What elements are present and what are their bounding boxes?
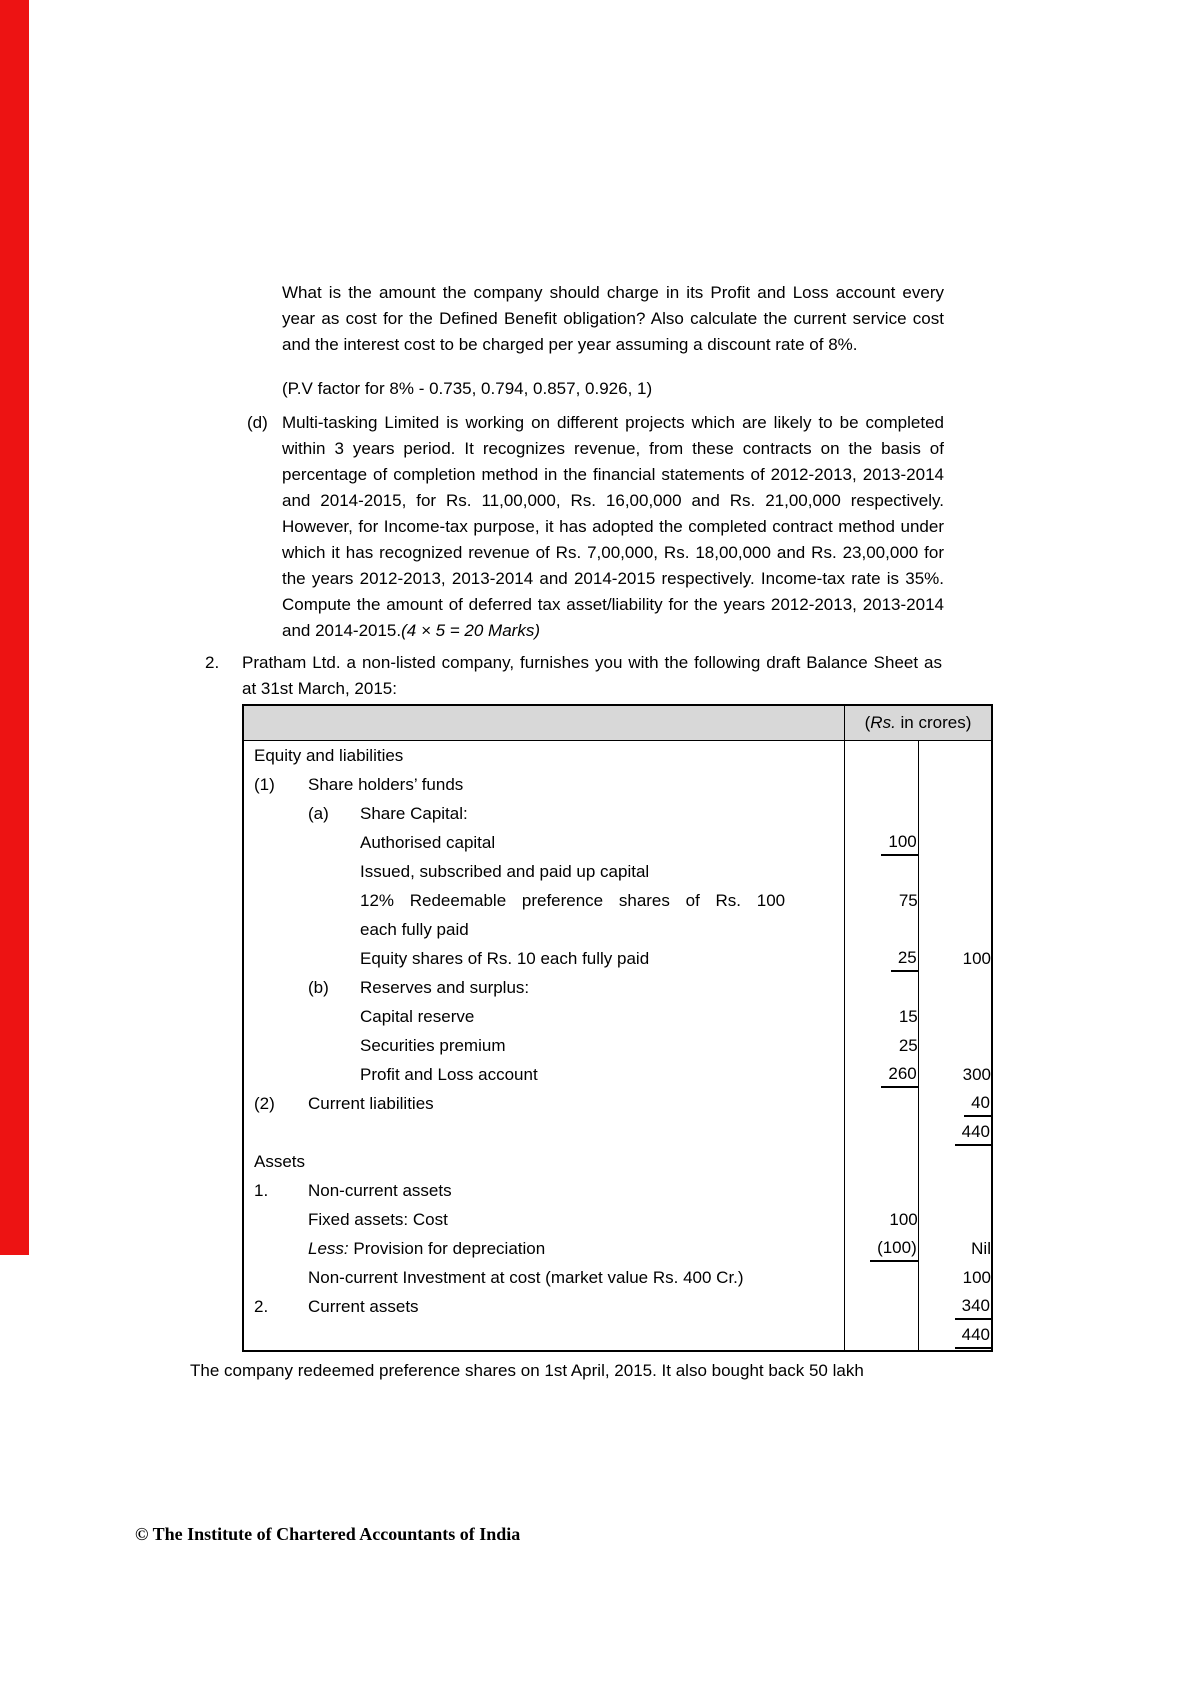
value-col1-cell <box>845 1292 919 1321</box>
row-label: Current liabilities <box>308 1094 434 1113</box>
table-row <box>243 741 992 771</box>
value-col2-cell <box>918 828 992 857</box>
value-col1-cell <box>845 741 919 771</box>
table-row <box>243 944 992 973</box>
table-row <box>243 1292 992 1321</box>
row-marker: (b) <box>308 978 329 997</box>
amount: Nil <box>971 1239 991 1258</box>
value-col2-cell <box>918 944 992 973</box>
table-row <box>243 973 992 1002</box>
amount: 340 <box>955 1293 991 1320</box>
value-col1-cell <box>845 1060 919 1089</box>
post-table-note: The company redeemed preference shares on 1st April, 2015. It also bought back 50 lakh <box>190 1361 864 1380</box>
value-col2-cell <box>918 1205 992 1234</box>
question-2-marker: 2. <box>205 653 220 672</box>
table-row <box>243 799 992 828</box>
table-row <box>243 1118 992 1147</box>
value-col2-cell <box>918 886 992 944</box>
question-2-paragraph <box>205 650 942 702</box>
amount: 100 <box>962 949 991 968</box>
amount: 300 <box>962 1065 991 1084</box>
amount: 440 <box>955 1119 991 1146</box>
row-label-cell <box>243 1031 845 1060</box>
value-col2-cell <box>918 1060 992 1089</box>
value-col2-cell <box>918 741 992 771</box>
value-col1-cell <box>845 1089 919 1118</box>
row-label-cell <box>243 1292 845 1321</box>
table-row <box>243 1060 992 1089</box>
header-empty-cell <box>243 705 845 741</box>
value-col1-cell <box>845 1147 919 1176</box>
row-marker: 2. <box>254 1297 269 1316</box>
row-label-continued: each fully paid <box>360 920 469 939</box>
row-marker: (2) <box>254 1094 275 1113</box>
item-d-marker: (d) <box>247 413 268 432</box>
row-label-cell <box>243 770 845 799</box>
table-row <box>243 1147 992 1176</box>
row-label: Profit and Loss account <box>360 1065 538 1084</box>
table-row <box>243 1205 992 1234</box>
row-label-cell <box>243 857 845 886</box>
value-col1-cell <box>845 828 919 857</box>
item-d-text: Multi-tasking Limited is working on different projects which are likely to be completed within 3 years period. It recognizes revenue, from these contracts on the basis of percentage of completion method in the financial statements of 2012-2013, 2013-2014 and 2014-2015, for Rs. 11,00,000, Rs. 16,00,000 and Rs. 21,00,000 respectively. However, for Income-tax purpose, it has adopted the completed contract method under which it has recognized revenue of Rs. 7,00,000, Rs. 18,00,000 and Rs. 23,00,000 for the years 2012-2013, 2013-2014 and 2014-2015 respectively. Income-tax rate is 35%. Compute the amount of deferred tax asset/liability for the years 2012-2013, 2013-2014 and 2014-2015. <box>282 413 944 640</box>
value-col2-cell <box>918 1234 992 1263</box>
row-label-cell <box>243 886 845 944</box>
balance-sheet-body <box>243 705 992 1351</box>
value-col1-cell <box>845 973 919 1002</box>
row-label: Reserves and surplus: <box>360 978 530 997</box>
row-label-cell <box>243 1176 845 1205</box>
amount: 440 <box>955 1322 991 1349</box>
amount: 100 <box>962 1268 991 1287</box>
row-label: Less: Provision for depreciation <box>308 1239 546 1258</box>
value-col2-cell <box>918 1176 992 1205</box>
value-col2-cell <box>918 857 992 886</box>
value-col1-cell <box>845 1176 919 1205</box>
row-label-cell <box>243 828 845 857</box>
amount: 15 <box>898 1007 918 1026</box>
table-row <box>243 1263 992 1292</box>
units-currency: Rs. <box>870 713 896 732</box>
value-col1-cell <box>845 1234 919 1263</box>
row-label: 12% Redeemable preference shares of Rs. 100 <box>360 891 786 910</box>
row-label: Issued, subscribed and paid up capital <box>360 862 650 881</box>
value-col2-cell <box>918 973 992 1002</box>
row-label-cell <box>243 973 845 1002</box>
value-col1-cell <box>845 1263 919 1292</box>
value-col2-cell <box>918 770 992 799</box>
row-label-cell <box>243 1205 845 1234</box>
value-col1-cell <box>845 1205 919 1234</box>
value-col1-cell <box>845 799 919 828</box>
item-d-paragraph <box>247 410 944 644</box>
row-label: Assets <box>254 1152 306 1171</box>
item-d-body <box>282 410 944 644</box>
table-header-row <box>243 705 992 741</box>
copyright-footer: © The Institute of Chartered Accountants of India <box>135 1524 521 1544</box>
table-row <box>243 1321 992 1351</box>
value-col1-cell <box>845 1002 919 1031</box>
row-marker: (1) <box>254 775 275 794</box>
value-col2-cell <box>918 1263 992 1292</box>
row-label: Capital reserve <box>360 1007 475 1026</box>
question-2-text: Pratham Ltd. a non-listed company, furnishes you with the following draft Balance Sheet as at 31st March, 2015: <box>242 653 942 698</box>
amount: 75 <box>898 891 918 910</box>
value-col2-cell <box>918 1147 992 1176</box>
value-col2-cell <box>918 1292 992 1321</box>
table-row <box>243 1089 992 1118</box>
row-label-cell <box>243 1060 845 1089</box>
value-col2-cell <box>918 799 992 828</box>
value-col2-cell <box>918 1031 992 1060</box>
value-col2-cell <box>918 1002 992 1031</box>
row-label-cell <box>243 944 845 973</box>
amount: (100) <box>870 1235 918 1262</box>
row-label: Securities premium <box>360 1036 506 1055</box>
row-label-cell <box>243 1147 845 1176</box>
value-col1-cell <box>845 770 919 799</box>
amount: 25 <box>891 945 918 972</box>
row-label: Authorised capital <box>360 833 496 852</box>
row-label-cell <box>243 1321 845 1351</box>
question-paragraph: What is the amount the company should charge in its Profit and Loss account every year as cost for the Defined Benefit obligation? Also calculate the current service cost and the interest cost to be charged per year assuming a discount rate of 8%. <box>282 283 944 354</box>
table-row <box>243 1002 992 1031</box>
row-label-cell <box>243 1234 845 1263</box>
row-label-cell <box>243 1118 845 1147</box>
row-label-cell <box>243 1089 845 1118</box>
value-col1-cell <box>845 1118 919 1147</box>
amount: 25 <box>898 1036 918 1055</box>
value-col2-cell <box>918 1118 992 1147</box>
value-col2-cell <box>918 1089 992 1118</box>
amount: 100 <box>889 1210 918 1229</box>
value-col2-cell <box>918 1321 992 1351</box>
row-label: Share Capital: <box>360 804 468 823</box>
units-suffix: in crores) <box>895 713 972 732</box>
row-label-cell <box>243 799 845 828</box>
item-d-marks: (4 × 5 = 20 Marks) <box>401 621 540 640</box>
row-label: Equity shares of Rs. 10 each fully paid <box>360 949 650 968</box>
row-label-italic-prefix: Less: <box>308 1239 349 1258</box>
table-row <box>243 886 992 944</box>
red-margin-bar <box>0 0 29 1255</box>
row-label-cell <box>243 1263 845 1292</box>
value-col1-cell <box>845 886 919 944</box>
value-col1-cell <box>845 1321 919 1351</box>
table-row <box>243 828 992 857</box>
row-marker: (a) <box>308 804 329 823</box>
value-col1-cell <box>845 944 919 973</box>
header-units-cell <box>845 705 993 741</box>
value-col1-cell <box>845 1031 919 1060</box>
row-label: Share holders’ funds <box>308 775 464 794</box>
units-prefix: ( <box>864 713 871 732</box>
balance-sheet-table <box>242 704 993 1352</box>
table-row <box>243 770 992 799</box>
row-label: Non-current assets <box>308 1181 452 1200</box>
row-label-cell <box>243 1002 845 1031</box>
row-marker: 1. <box>254 1181 269 1200</box>
pv-factor-line: (P.V factor for 8% - 0.735, 0.794, 0.857, 0.926, 1) <box>282 379 653 398</box>
row-label: Fixed assets: Cost <box>308 1210 448 1229</box>
table-row <box>243 1176 992 1205</box>
amount: 260 <box>881 1061 917 1088</box>
row-label-cell <box>243 741 845 771</box>
table-row <box>243 1234 992 1263</box>
value-col1-cell <box>845 857 919 886</box>
amount: 100 <box>881 829 917 856</box>
row-label: Equity and liabilities <box>254 746 404 765</box>
table-row <box>243 1031 992 1060</box>
amount: 40 <box>964 1090 991 1117</box>
row-label: Non-current Investment at cost (market value Rs. 400 Cr.) <box>308 1268 744 1287</box>
row-label: Current assets <box>308 1297 419 1316</box>
table-row <box>243 857 992 886</box>
